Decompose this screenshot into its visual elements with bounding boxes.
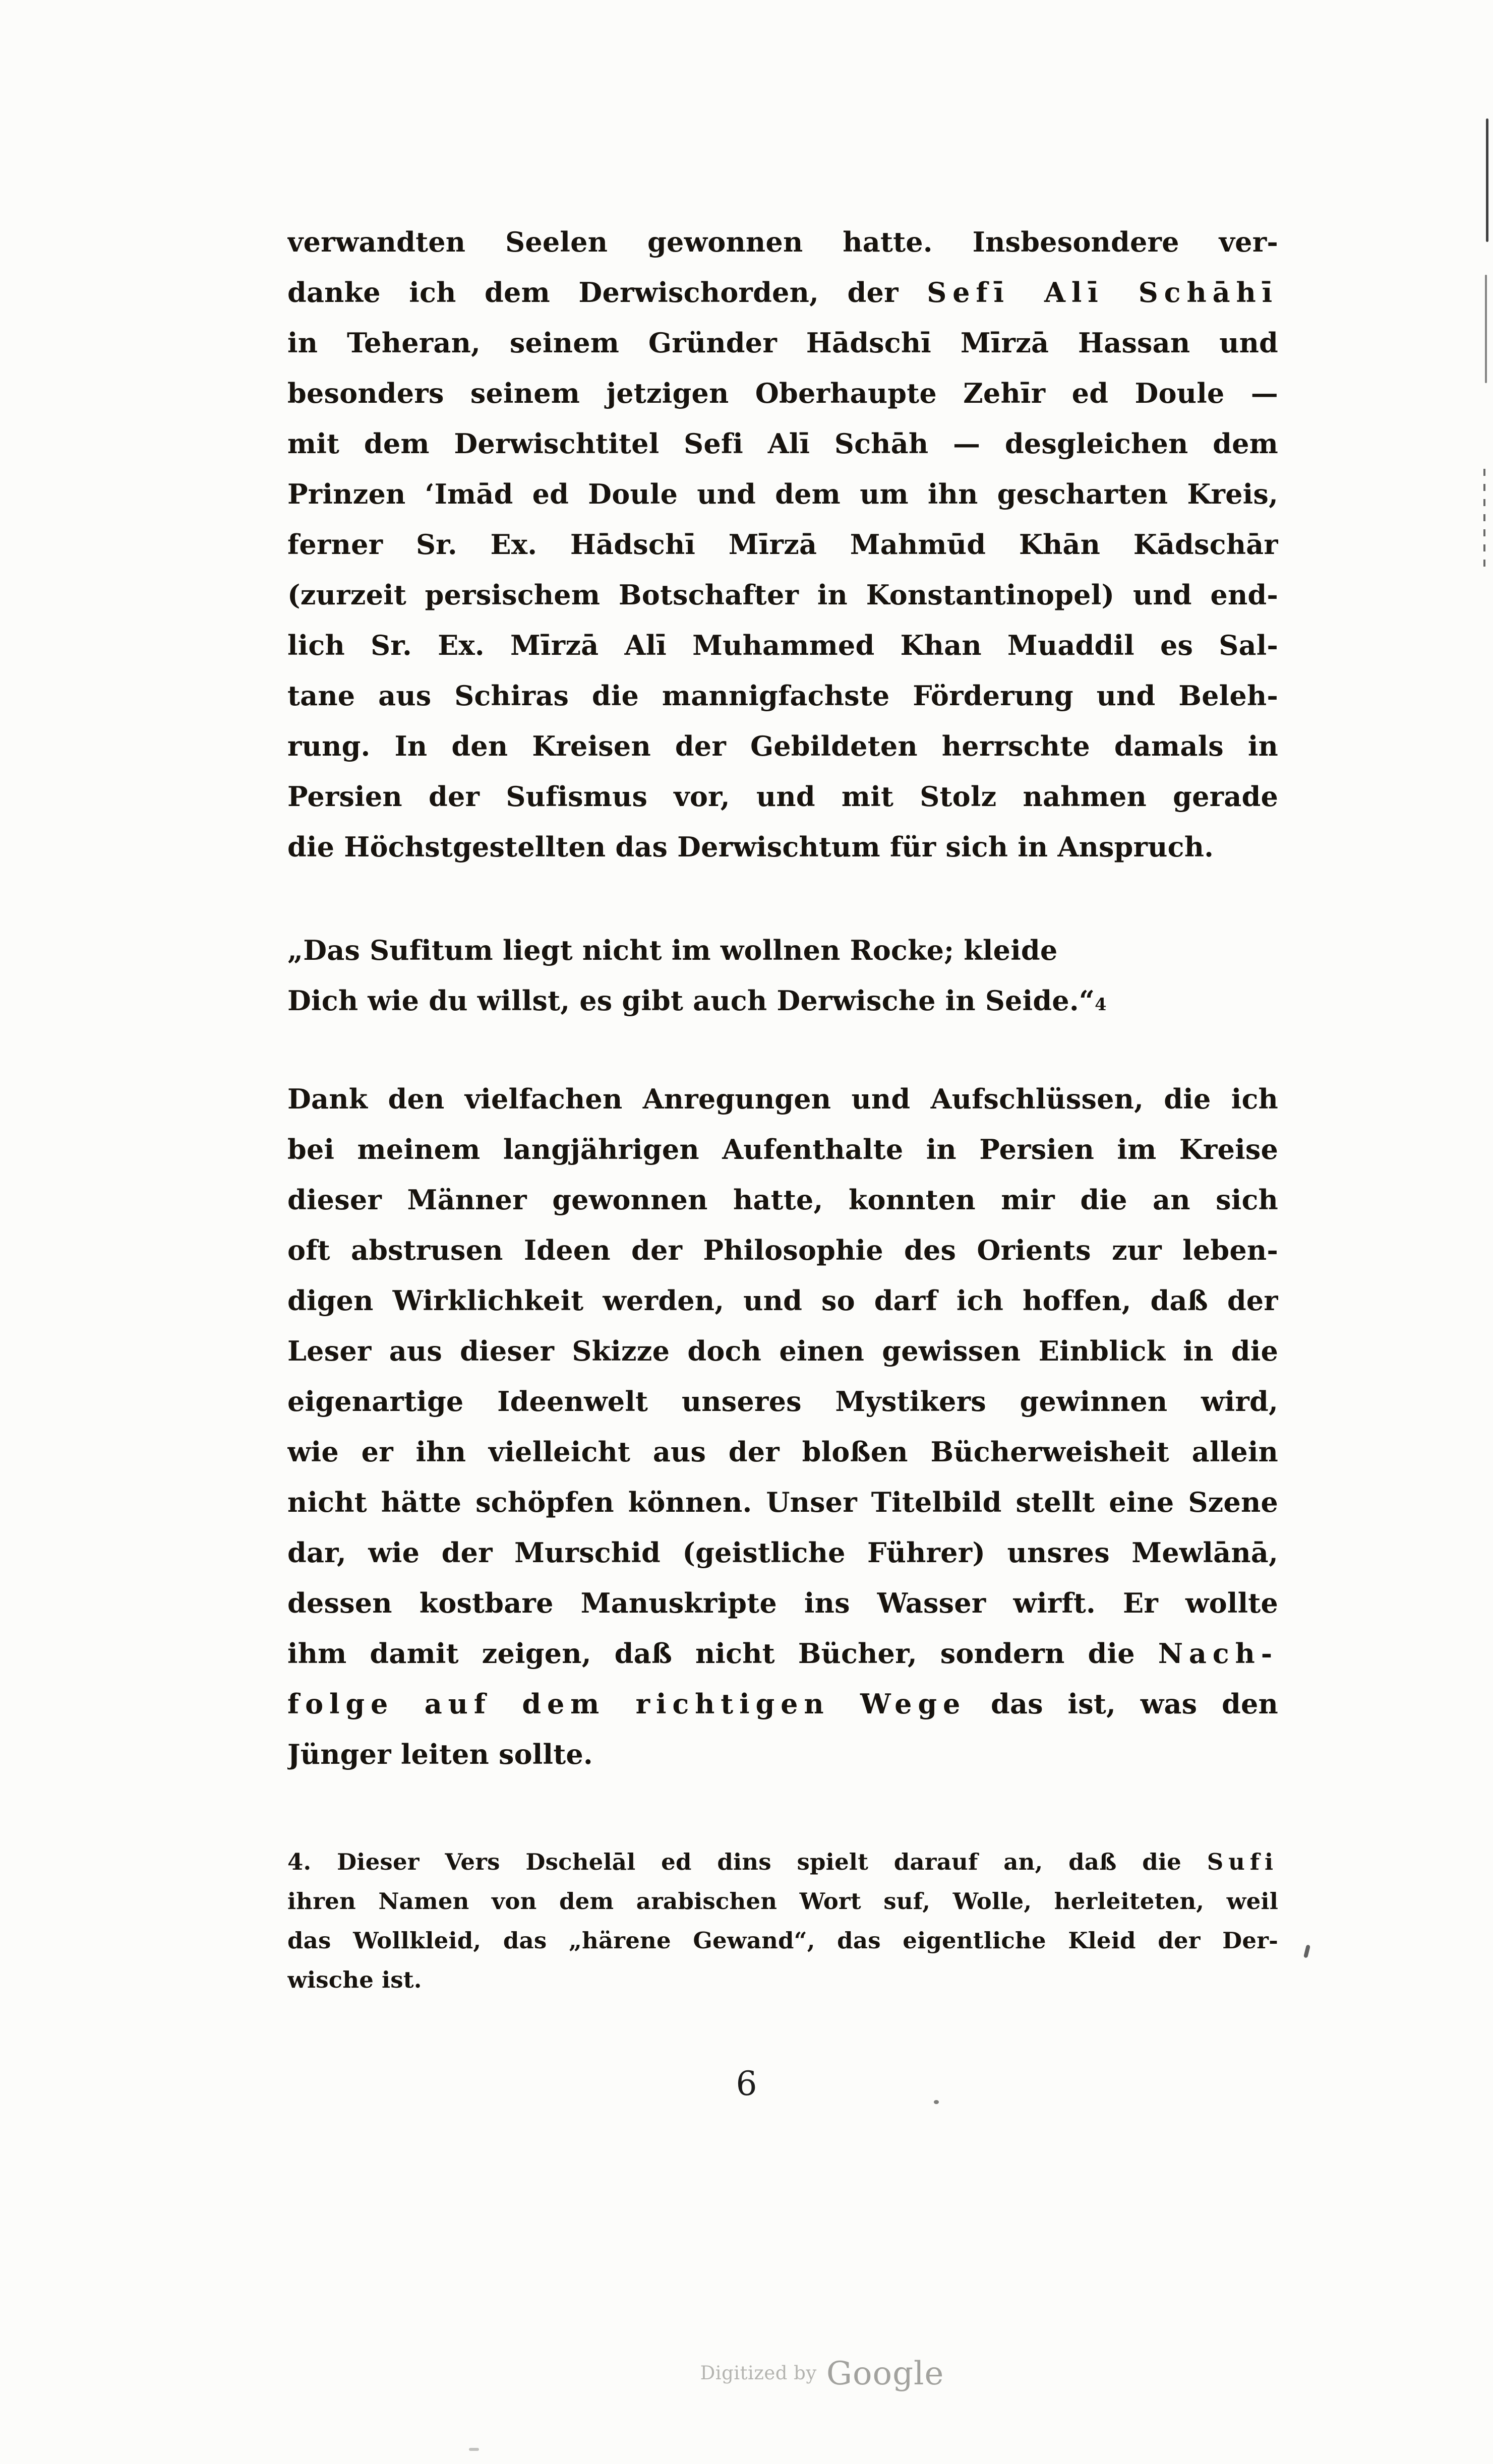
scan-artifact-right-edge-dots <box>1483 469 1485 575</box>
paragraph-main-1 <box>287 217 1278 872</box>
text-line <box>287 1175 1278 1225</box>
text-line <box>287 1578 1278 1628</box>
text-segment: mit dem Derwischtitel Sefi Alī Schāh — desgleichen dem <box>287 427 1278 460</box>
text-line <box>287 1882 1278 1921</box>
text-segment: bei meinem langjährigen Aufenthalte in Persien im Kreise <box>287 1133 1278 1165</box>
footnote-reference: 4 <box>1095 995 1107 1014</box>
text-segment: Dank den vielfachen Anregungen und Aufschlüssen, die ich <box>287 1083 1278 1115</box>
text-segment: (zurzeit persischem Botschafter in Konstantinopel) und end- <box>287 579 1278 611</box>
paragraph-main-2 <box>287 1074 1278 1779</box>
text-line <box>287 1124 1278 1175</box>
watermark-prefix-text: Digitized by <box>700 2362 817 2384</box>
text-segment: nicht hätte schöpfen können. Unser Titelbild stellt eine Szene <box>287 1486 1278 1518</box>
scan-artifact-right-edge-line <box>1486 118 1488 242</box>
text-line <box>287 1225 1278 1275</box>
text-segment: 4. Dieser Vers Dschelāl ed dins spielt darauf an, daß die <box>287 1849 1207 1875</box>
text-segment: rung. In den Kreisen der Gebildeten herrschte damals in <box>287 730 1278 762</box>
text-line <box>287 975 1278 1026</box>
emphasized-text: Sefī Alī Schāhī <box>927 276 1278 309</box>
text-segment: in Teheran, seinem Gründer Hādschī Mīrzā Hassan und <box>287 327 1278 359</box>
text-line <box>287 519 1278 570</box>
text-line <box>287 1427 1278 1477</box>
text-line <box>287 721 1278 771</box>
text-line <box>287 1628 1278 1679</box>
text-segment: ferner Sr. Ex. Hādschī Mīrzā Mahmūd Khān Kādschār <box>287 528 1278 561</box>
text-line <box>287 1275 1278 1326</box>
scan-artifact-speck <box>469 2448 479 2451</box>
text-segment: dar, wie der Murschid (geistliche Führer) unsres Mewlānā, <box>287 1536 1278 1569</box>
scan-artifact-speck <box>1303 1944 1310 1958</box>
text-line <box>287 1477 1278 1527</box>
text-segment: lich Sr. Ex. Mīrzā Alī Muhammed Khan Muaddil es Sal- <box>287 629 1278 661</box>
text-line <box>287 418 1278 469</box>
text-line <box>287 1729 1278 1779</box>
text-line <box>287 771 1278 822</box>
scan-artifact-speck <box>934 2100 939 2104</box>
text-segment: das ist, was den <box>966 1688 1278 1720</box>
emphasized-text: Sufi <box>1207 1849 1278 1875</box>
google-logo: Google <box>826 2355 944 2392</box>
emphasized-text: folge auf dem richtigen Wege <box>287 1688 967 1720</box>
text-line <box>287 670 1278 721</box>
footnote <box>287 1842 1278 2000</box>
text-segment: wische ist. <box>287 1966 422 1993</box>
text-segment: Prinzen ‘Imād ed Doule und dem um ihn gescharten Kreis, <box>287 478 1278 510</box>
scan-artifact-right-edge-line <box>1485 275 1487 383</box>
text-segment: dieser Männer gewonnen hatte, konnten mir die an sich <box>287 1184 1278 1216</box>
text-line <box>287 822 1278 872</box>
text-segment: digen Wirklichkeit werden, und so darf ich hoffen, daß der <box>287 1284 1278 1317</box>
text-line <box>287 1679 1278 1729</box>
text-line <box>287 318 1278 368</box>
text-line <box>287 620 1278 670</box>
verse-quote <box>287 925 1278 1026</box>
text-line <box>287 1527 1278 1578</box>
text-segment: Leser aus dieser Skizze doch einen gewissen Einblick in die <box>287 1335 1278 1367</box>
text-line <box>287 267 1278 318</box>
text-segment: „Das Sufitum liegt nicht im wollnen Rocke; kleide <box>287 934 1058 966</box>
text-segment: dessen kostbare Manuskripte ins Wasser wirft. Er wollte <box>287 1587 1278 1619</box>
text-segment: ihren Namen von dem arabischen Wort suf, Wolle, herleiteten, weil <box>287 1888 1278 1915</box>
text-line <box>287 217 1278 267</box>
text-segment: wie er ihn vielleicht aus der bloßen Bücherweisheit allein <box>287 1436 1278 1468</box>
text-line <box>287 570 1278 620</box>
text-segment: danke ich dem Derwischorden, der <box>287 276 927 309</box>
text-segment: die Höchstgestellten das Derwischtum für sich in Anspruch. <box>287 831 1214 863</box>
text-segment: das Wollkleid, das „härene Gewand“, das eigentliche Kleid der Der- <box>287 1927 1278 1954</box>
emphasized-text: Nach- <box>1158 1637 1278 1670</box>
text-line <box>287 1376 1278 1427</box>
text-segment: Jünger leiten sollte. <box>287 1738 593 1770</box>
text-line <box>287 1921 1278 1960</box>
text-line <box>287 1960 1278 2000</box>
text-line <box>287 1074 1278 1124</box>
text-segment: Dich wie du willst, es gibt auch Derwische in Seide.“ <box>287 984 1095 1017</box>
text-segment: verwandten Seelen gewonnen hatte. Insbesondere ver- <box>287 226 1278 258</box>
text-segment: eigenartige Ideenwelt unseres Mystikers gewinnen wird, <box>287 1385 1278 1418</box>
text-line <box>287 469 1278 519</box>
text-line <box>287 1326 1278 1376</box>
page-text-block <box>287 217 1278 2000</box>
text-segment: ihm damit zeigen, daß nicht Bücher, sondern die <box>287 1637 1158 1670</box>
text-segment: Persien der Sufismus vor, und mit Stolz nahmen gerade <box>287 780 1278 813</box>
page-number: 6 <box>736 2064 757 2103</box>
text-segment: tane aus Schiras die mannigfachste Förderung und Beleh- <box>287 680 1278 712</box>
text-segment: besonders seinem jetzigen Oberhaupte Zehīr ed Doule — <box>287 377 1278 409</box>
digitization-watermark <box>76 2355 1493 2392</box>
text-line <box>287 925 1278 975</box>
text-segment: oft abstrusen Ideen der Philosophie des Orients zur leben- <box>287 1234 1278 1266</box>
text-line <box>287 368 1278 418</box>
text-line <box>287 1842 1278 1882</box>
